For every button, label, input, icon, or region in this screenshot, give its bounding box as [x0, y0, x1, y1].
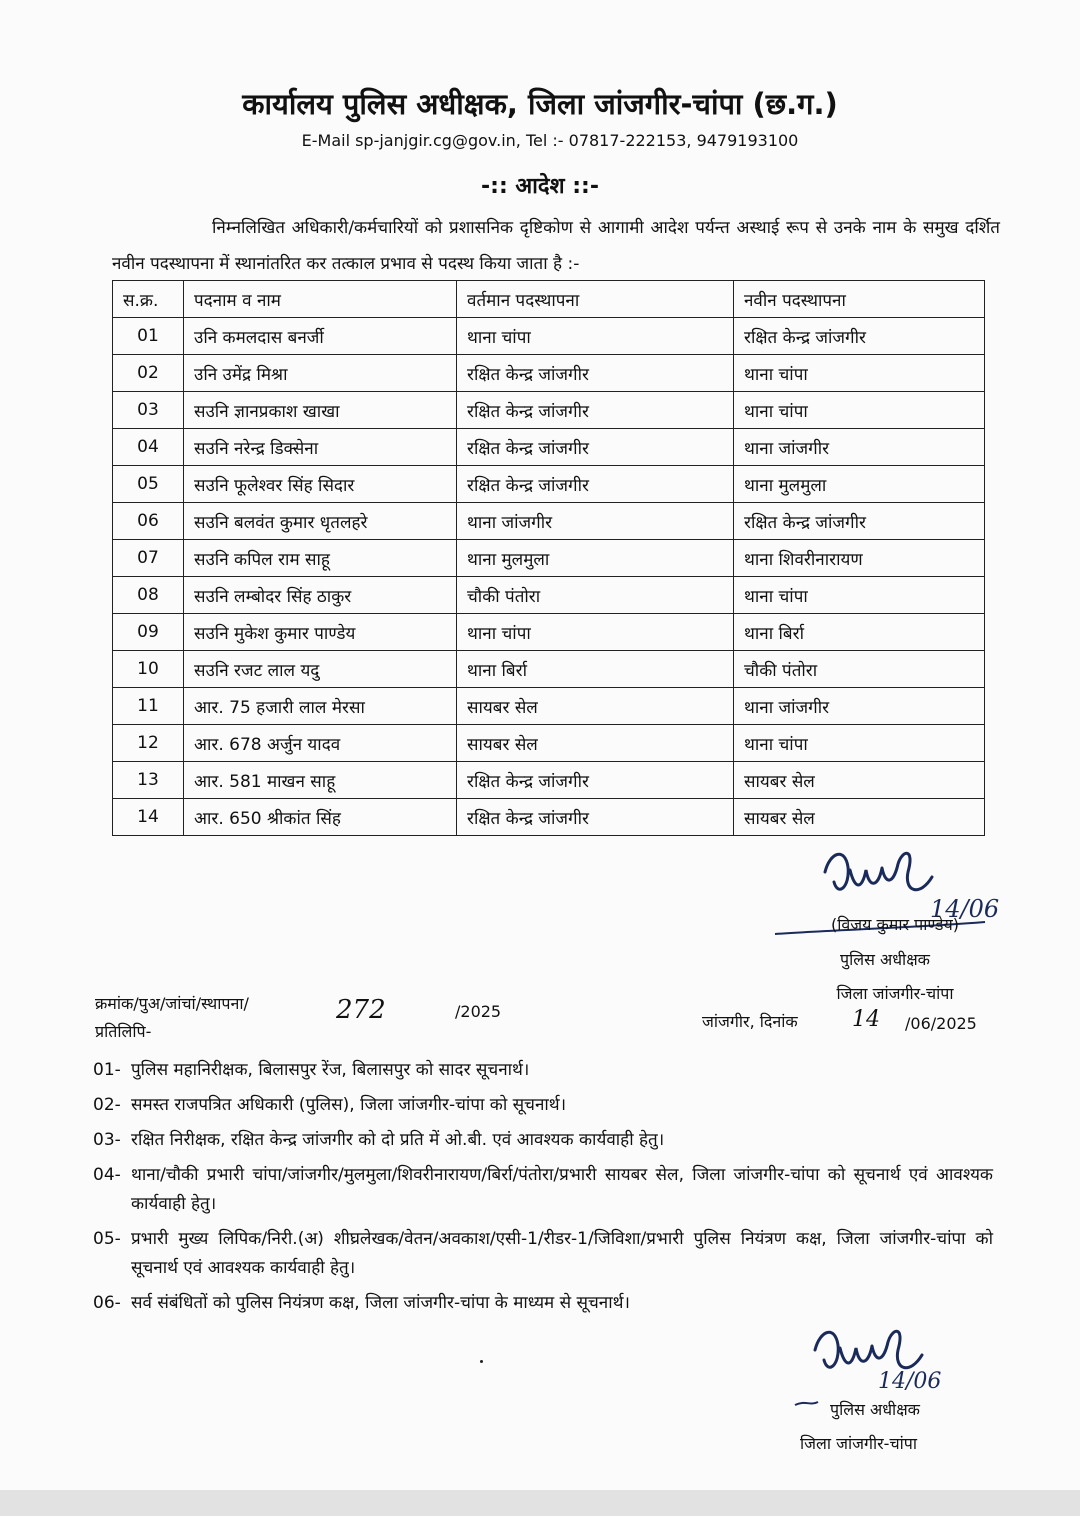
office-title: कार्यालय पुलिस अधीक्षक, जिला जांजगीर-चांपा (छ.ग.) [242, 87, 838, 121]
signatory-designation: पुलिस अधीक्षक [840, 950, 930, 969]
cell-serial-number: 01 [113, 318, 184, 355]
cell-current-posting: रक्षित केन्द्र जांजगीर [457, 762, 734, 799]
place-date-label: जांजगीर, दिनांक [702, 1012, 798, 1031]
copy-item [93, 1056, 993, 1085]
table-row [113, 540, 985, 577]
signature-date-handwritten: 14/06 [930, 895, 1000, 923]
cell-serial-number: 13 [113, 762, 184, 799]
cell-serial-number: 08 [113, 577, 184, 614]
signatory-name: (विजय कुमार पाण्डेय) [830, 915, 960, 934]
cell-new-posting: थाना चांपा [734, 355, 985, 392]
cell-current-posting: रक्षित केन्द्र जांजगीर [457, 355, 734, 392]
copy-item-number: 04- [93, 1165, 121, 1185]
col-header-name: पदनाम व नाम [184, 281, 457, 318]
cell-serial-number: 11 [113, 688, 184, 725]
cell-serial-number: 10 [113, 651, 184, 688]
cell-current-posting: सायबर सेल [457, 725, 734, 762]
table-row [113, 725, 985, 762]
cell-new-posting: सायबर सेल [734, 799, 985, 836]
copy-item-number: 01- [93, 1060, 121, 1080]
transfer-table [112, 280, 985, 836]
copy-list [93, 1056, 993, 1324]
cell-serial-number: 05 [113, 466, 184, 503]
cell-name: आर. 678 अर्जुन यादव [184, 725, 457, 762]
table-row [113, 503, 985, 540]
table-row [113, 577, 985, 614]
cell-name: उनि कमलदास बनर्जी [184, 318, 457, 355]
cell-new-posting: थाना चांपा [734, 577, 985, 614]
table-row [113, 651, 985, 688]
cell-serial-number: 09 [113, 614, 184, 651]
cell-current-posting: रक्षित केन्द्र जांजगीर [457, 799, 734, 836]
table-row [113, 762, 985, 799]
signatory-district: जिला जांजगीर-चांपा [836, 984, 954, 1003]
cell-name: सउनि कपिल राम साहू [184, 540, 457, 577]
table-row [113, 799, 985, 836]
reference-number-handwritten: 272 [336, 995, 386, 1025]
copy-item-text: थाना/चौकी प्रभारी चांपा/जांजगीर/मुलमुला/शिवरीनारायण/बिर्रा/पंतोरा/प्रभारी सायबर सेल, जिला जांजगीर-चांपा को सूचनार्थ एवं आवश्यक कार्यवाही हेतु। [131, 1165, 993, 1214]
signature2-date-handwritten: 14/06 [878, 1369, 942, 1394]
copy-item-number: 06- [93, 1293, 121, 1313]
copy-item [93, 1126, 993, 1155]
cell-name: आर. 650 श्रीकांत सिंह [184, 799, 457, 836]
copy-item-text: समस्त राजपत्रित अधिकारी (पुलिस), जिला जांजगीर-चांपा को सूचनार्थ। [131, 1095, 567, 1115]
col-header-sn: स.क्र. [113, 281, 184, 318]
cell-new-posting: रक्षित केन्द्र जांजगीर [734, 503, 985, 540]
reference-year: /2025 [455, 1002, 502, 1021]
cell-name: सउनि फूलेश्वर सिंह सिदार [184, 466, 457, 503]
cell-new-posting: सायबर सेल [734, 762, 985, 799]
table-header-row [113, 281, 985, 318]
copy-item [93, 1225, 993, 1283]
cell-serial-number: 07 [113, 540, 184, 577]
copy-item-text: सर्व संबंधितों को पुलिस नियंत्रण कक्ष, जिला जांजगीर-चांपा के माध्यम से सूचनार्थ। [131, 1293, 630, 1313]
copy-item [93, 1289, 993, 1318]
cell-current-posting: थाना चांपा [457, 614, 734, 651]
cell-new-posting: थाना शिवरीनारायण [734, 540, 985, 577]
copy-item [93, 1161, 993, 1219]
cell-current-posting: थाना जांजगीर [457, 503, 734, 540]
table-row [113, 466, 985, 503]
cell-name: आर. 75 हजारी लाल मेरसा [184, 688, 457, 725]
copy-item-text: रक्षित निरीक्षक, रक्षित केन्द्र जांजगीर को दो प्रति में ओ.बी. एवं आवश्यक कार्यवाही हेतु। [131, 1130, 665, 1150]
copy-item-text: पुलिस महानिरीक्षक, बिलासपुर रेंज, बिलासपुर को सादर सूचनार्थ। [131, 1060, 530, 1080]
cell-current-posting: थाना बिर्रा [457, 651, 734, 688]
cell-serial-number: 06 [113, 503, 184, 540]
table-row [113, 614, 985, 651]
cell-current-posting: थाना मुलमुला [457, 540, 734, 577]
cell-current-posting: चौकी पंतोरा [457, 577, 734, 614]
copy-item-number: 02- [93, 1095, 121, 1115]
date-day-handwritten: 14 [852, 1007, 880, 1032]
cell-new-posting: थाना जांजगीर [734, 688, 985, 725]
cell-name: सउनि नरेन्द्र डिक्सेना [184, 429, 457, 466]
copy-to-label: प्रतिलिपि- [95, 1022, 152, 1041]
cell-name: सउनि रजट लाल यदु [184, 651, 457, 688]
col-header-new-posting: नवीन पदस्थापना [734, 281, 985, 318]
cell-serial-number: 12 [113, 725, 184, 762]
signatory2-district: जिला जांजगीर-चांपा [800, 1434, 917, 1453]
cell-new-posting: थाना जांजगीर [734, 429, 985, 466]
cell-serial-number: 02 [113, 355, 184, 392]
signatory2-designation: पुलिस अधीक्षक [830, 1400, 920, 1419]
reference-prefix: क्रमांक/पुअ/जांचां/स्थापना/ [95, 994, 249, 1013]
table-row [113, 688, 985, 725]
cell-new-posting: रक्षित केन्द्र जांजगीर [734, 318, 985, 355]
copy-item-number: 05- [93, 1229, 121, 1249]
cell-serial-number: 14 [113, 799, 184, 836]
cell-name: सउनि बलवंत कुमार धृतलहरे [184, 503, 457, 540]
order-heading: -:: आदेश ::- [481, 174, 599, 199]
cell-name: उनि उमेंद्र मिश्रा [184, 355, 457, 392]
cell-name: सउनि मुकेश कुमार पाण्डेय [184, 614, 457, 651]
cell-current-posting: थाना चांपा [457, 318, 734, 355]
cell-new-posting: चौकी पंतोरा [734, 651, 985, 688]
date-month-year: /06/2025 [905, 1014, 977, 1033]
cell-name: सउनि लम्बोदर सिंह ठाकुर [184, 577, 457, 614]
cell-current-posting: रक्षित केन्द्र जांजगीर [457, 429, 734, 466]
copy-item [93, 1091, 993, 1120]
copy-item-text: प्रभारी मुख्य लिपिक/निरी.(अ) शीघ्रलेखक/वेतन/अवकाश/एसी-1/रीडर-1/जिविशा/प्रभारी पुलिस नियंत्रण कक्ष, जिला जांजगीर-चांपा को सूचनार्थ एवं आवश्यक कार्यवाही हेतु। [131, 1229, 993, 1278]
stray-dot [480, 1360, 483, 1363]
cell-serial-number: 04 [113, 429, 184, 466]
table-body [113, 318, 985, 836]
cell-current-posting: रक्षित केन्द्र जांजगीर [457, 466, 734, 503]
cell-current-posting: सायबर सेल [457, 688, 734, 725]
copy-item-number: 03- [93, 1130, 121, 1150]
contact-line: E-Mail sp-janjgir.cg@gov.in, Tel :- 07817-222153, 9479193100 [301, 131, 799, 150]
cell-current-posting: रक्षित केन्द्र जांजगीर [457, 392, 734, 429]
handwritten-signature-2 [790, 1320, 990, 1410]
table-row [113, 355, 985, 392]
cell-new-posting: थाना मुलमुला [734, 466, 985, 503]
table-row [113, 429, 985, 466]
table-row [113, 318, 985, 355]
col-header-current-posting: वर्तमान पदस्थापना [457, 281, 734, 318]
cell-name: आर. 581 माखन साहू [184, 762, 457, 799]
table-row [113, 392, 985, 429]
cell-new-posting: थाना बिर्रा [734, 614, 985, 651]
cell-serial-number: 03 [113, 392, 184, 429]
cell-name: सउनि ज्ञानप्रकाश खाखा [184, 392, 457, 429]
page-bottom-edge [0, 1490, 1080, 1516]
cell-new-posting: थाना चांपा [734, 392, 985, 429]
intro-paragraph: निम्नलिखित अधिकारी/कर्मचारियों को प्रशासनिक दृष्टिकोण से आगामी आदेश पर्यन्त अस्थाई रूप से उनके नाम के समुख दर्शित नवीन पदस्थापना में स्थानांतरित कर तत्काल प्रभाव से पदस्थ किया जाता है :- [112, 218, 1000, 274]
cell-new-posting: थाना चांपा [734, 725, 985, 762]
